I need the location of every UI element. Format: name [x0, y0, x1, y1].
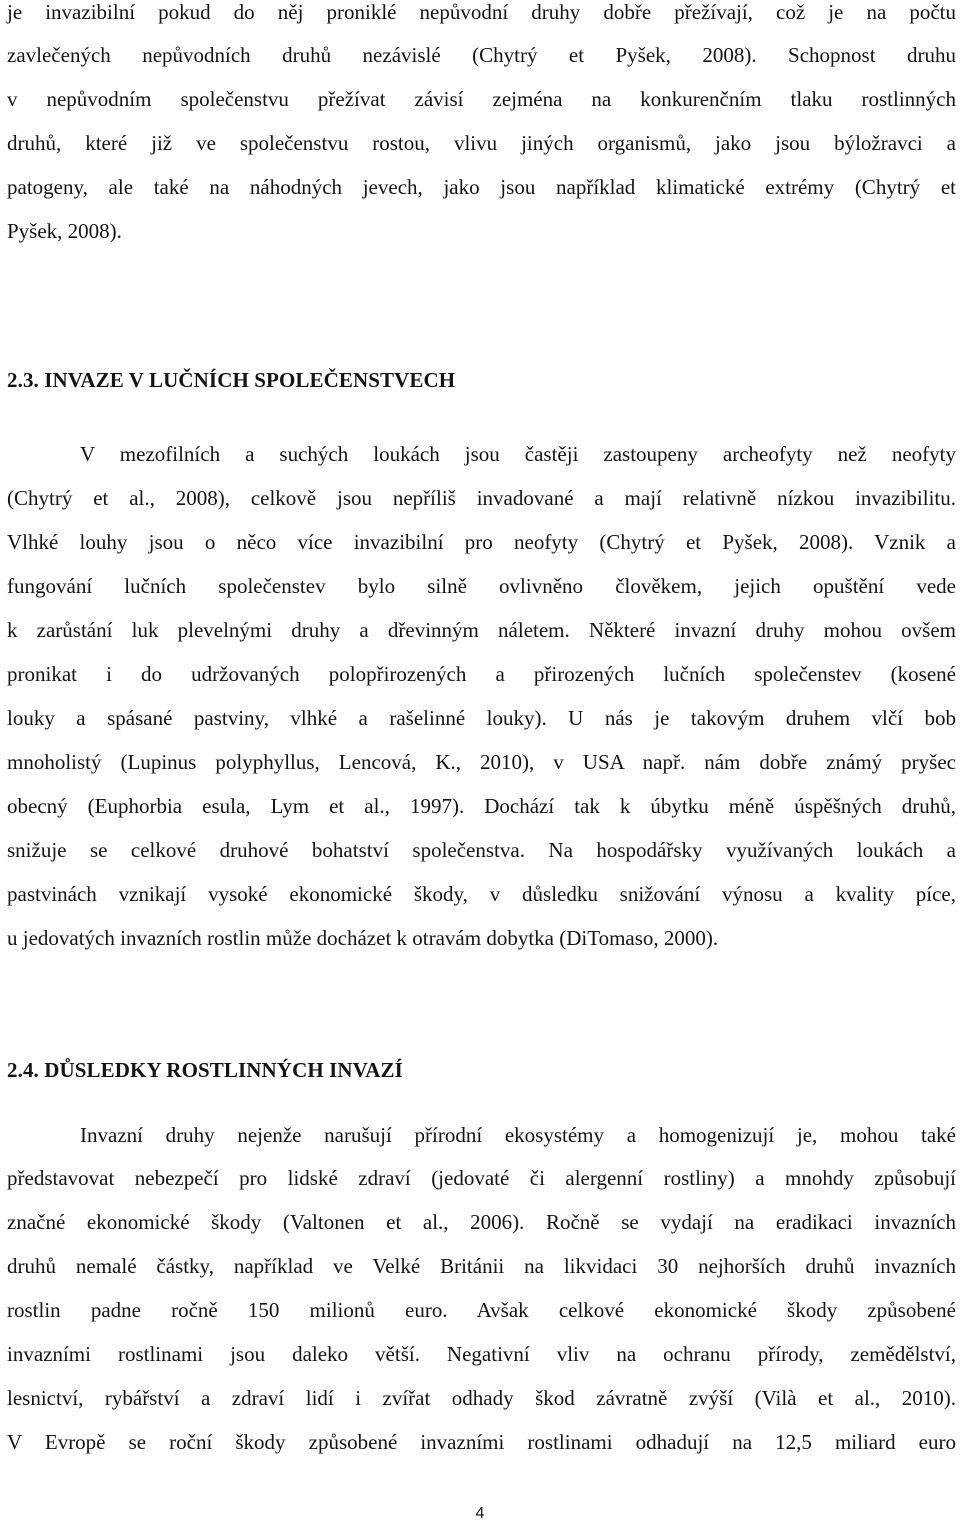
text-line: Pyšek, 2008).	[7, 219, 122, 243]
text-line: fungování lučních společenstev bylo silně ovlivněno člověkem, jejich opuštění vede	[7, 574, 956, 598]
text-line: V Evropě se roční škody způsobené invazními rostlinami odhadují na 12,5 miliard euro	[7, 1430, 956, 1454]
text-line: Vlhké louhy jsou o něco více invazibilní pro neofyty (Chytrý et Pyšek, 2008). Vznik a	[7, 530, 956, 554]
text-line: lesnictví, rybářství a zdraví lidí i zvířat odhady škod závratně zvýší (Vilà et al., 2010).	[7, 1386, 956, 1410]
text-line: Invazní druhy nejenže narušují přírodní ekosystémy a homogenizují je, mohou také	[80, 1123, 956, 1147]
text-line: u jedovatých invazních rostlin může docházet k otravám dobytka (DiTomaso, 2000).	[7, 926, 719, 950]
text-line: obecný (Euphorbia esula, Lym et al., 1997). Dochází tak k úbytku méně úspěšných druhů,	[7, 794, 956, 818]
text-line: mnoholistý (Lupinus polyphyllus, Lencová, K., 2010), v USA např. nám dobře známý pryšec	[7, 750, 956, 774]
page-number: 4	[475, 1505, 485, 1522]
text-line: v nepůvodním společenstvu přežívat závisí zejména na konkurenčním tlaku rostlinných	[7, 87, 956, 111]
text-line: patogeny, ale také na náhodných jevech, jako jsou například klimatické extrémy (Chytrý et	[7, 175, 956, 199]
text-line: V mezofilních a suchých loukách jsou častěji zastoupeny archeofyty než neofyty	[80, 442, 956, 466]
text-line: pastvinách vznikají vysoké ekonomické škody, v důsledku snižování výnosu a kvality píce,	[7, 882, 956, 906]
text-line: druhů nemalé částky, například ve Velké Británii na likvidaci 30 nejhorších druhů invazních	[7, 1254, 956, 1278]
text-line: k zarůstání luk plevelnými druhy a dřevinným náletem. Některé invazní druhy mohou ovšem	[7, 618, 956, 642]
section-heading: 2.4. DŮSLEDKY ROSTLINNÝCH INVAZÍ	[7, 1058, 403, 1082]
text-line: druhů, které již ve společenstvu rostou, vlivu jiných organismů, jako jsou býložravci a	[7, 131, 956, 155]
text-line: je invazibilní pokud do něj proniklé nepůvodní druhy dobře přežívají, což je na počtu	[7, 0, 956, 24]
text-line: invazními rostlinami jsou daleko větší. Negativní vliv na ochranu přírody, zemědělství,	[7, 1342, 956, 1366]
text-line: zavlečených nepůvodních druhů nezávislé (Chytrý et Pyšek, 2008). Schopnost druhu	[7, 43, 956, 67]
text-line: snižuje se celkové druhové bohatství společenstva. Na hospodářsky využívaných loukách a	[7, 838, 956, 862]
text-line: pronikat i do udržovaných polopřirozených a přirozených lučních společenstev (kosené	[7, 662, 956, 686]
text-line: louky a spásané pastviny, vlhké a rašelinné louky). U nás je takovým druhem vlčí bob	[7, 706, 956, 730]
text-line: rostlin padne ročně 150 milionů euro. Avšak celkové ekonomické škody způsobené	[7, 1298, 956, 1322]
section-heading: 2.3. INVAZE V LUČNÍCH SPOLEČENSTVECH	[7, 368, 456, 392]
text-line: představovat nebezpečí pro lidské zdraví (jedovaté či alergenní rostliny) a mnohdy způsobují	[7, 1166, 956, 1190]
text-line: značné ekonomické škody (Valtonen et al., 2006). Ročně se vydají na eradikaci invazních	[7, 1210, 956, 1234]
text-line: (Chytrý et al., 2008), celkově jsou nepříliš invadované a mají relativně nízkou invazibilitu.	[7, 486, 956, 510]
